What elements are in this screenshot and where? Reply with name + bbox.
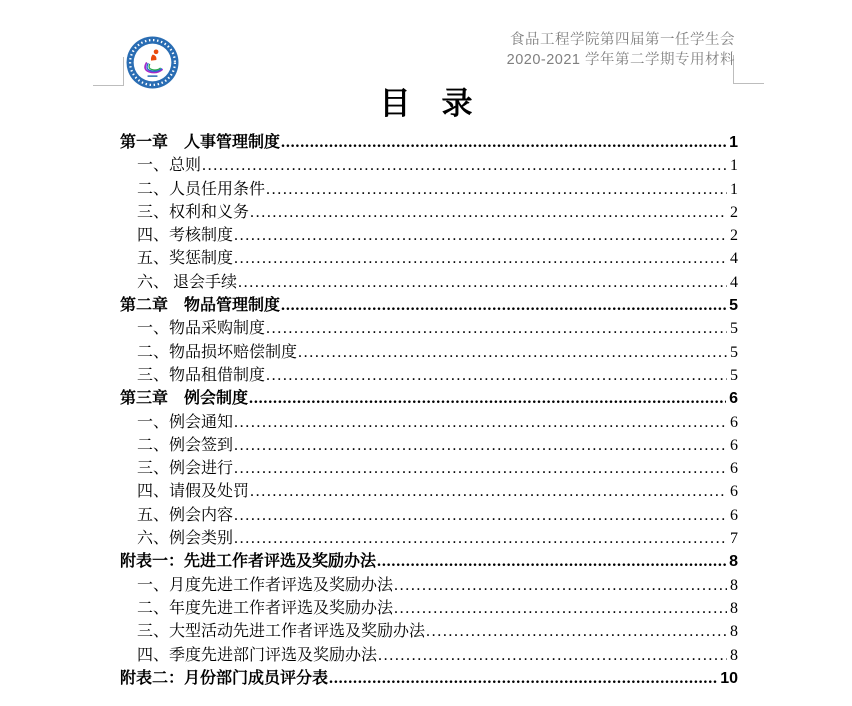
toc-dot-leader (234, 527, 727, 550)
toc-entry-label: 一、总则 (137, 157, 202, 175)
header-corner-mark-right (733, 55, 764, 84)
toc-page-number: 5 (730, 343, 738, 361)
toc-page-number: 8 (730, 623, 738, 641)
toc-dot-leader (266, 178, 727, 201)
toc-dot-leader (234, 504, 727, 527)
toc-page-number: 1 (730, 180, 738, 198)
toc-entry-label: 二、人员任用条件 (137, 180, 266, 198)
toc-page-number: 8 (730, 576, 738, 594)
toc-page-number: 8 (730, 599, 738, 617)
toc-dot-leader (234, 224, 727, 247)
toc-entry-label: 四、季度先进部门评选及奖励办法 (137, 646, 378, 664)
toc-entry-label: 三、物品租借制度 (137, 366, 266, 384)
toc-dot-leader (234, 457, 727, 480)
toc-entry[interactable] (120, 294, 738, 317)
toc-entry-label: 附表二：月份部门成员评分表 (120, 669, 329, 687)
toc-page-number: 6 (730, 413, 738, 431)
toc-entry-label: 三、大型活动先进工作者评选及奖励办法 (137, 623, 426, 641)
toc-dot-leader (266, 317, 727, 340)
toc-page-number: 8 (730, 646, 738, 664)
toc-entry-label: 附表一：先进工作者评选及奖励办法 (120, 553, 377, 571)
toc-dot-leader (426, 620, 727, 643)
toc-page-number: 1 (729, 134, 738, 151)
toc-entry[interactable] (120, 387, 738, 410)
toc-dot-leader (377, 550, 726, 573)
toc-entry[interactable] (120, 667, 738, 690)
toc-entry-label: 二、例会签到 (137, 436, 234, 454)
toc-dot-leader (394, 574, 727, 597)
toc-entry[interactable] (120, 364, 738, 387)
toc-page-number: 1 (730, 157, 738, 175)
toc-entry[interactable] (120, 597, 738, 620)
toc-entry[interactable] (120, 434, 738, 457)
toc-page-number: 6 (730, 436, 738, 454)
toc-entry-label: 五、例会内容 (137, 506, 234, 524)
toc-entry-label: 一、月度先进工作者评选及奖励办法 (137, 576, 394, 594)
toc-entry-label: 二、年度先进工作者评选及奖励办法 (137, 599, 394, 617)
toc-entry[interactable] (120, 154, 738, 177)
toc-entry-label: 六、 退会手续 (137, 273, 238, 291)
toc-entry-label: 第三章 例会制度 (120, 390, 249, 408)
toc-entry[interactable] (120, 457, 738, 480)
toc-dot-leader (281, 294, 726, 317)
toc-dot-leader (266, 364, 727, 387)
toc-entry[interactable] (120, 527, 738, 550)
document-title: 目 录 (379, 86, 473, 121)
toc-entry[interactable] (120, 201, 738, 224)
toc-dot-leader (249, 387, 726, 410)
toc-entry[interactable] (120, 271, 738, 294)
toc-dot-leader (234, 247, 727, 270)
toc-dot-leader (250, 201, 727, 224)
header-corner-mark-left (93, 57, 124, 86)
toc-entry[interactable] (120, 550, 738, 573)
toc-dot-leader (234, 434, 727, 457)
toc-page-number: 4 (730, 273, 738, 291)
table-of-contents (120, 131, 738, 690)
toc-dot-leader (329, 667, 717, 690)
toc-page-number: 2 (730, 203, 738, 221)
toc-entry[interactable] (120, 504, 738, 527)
toc-entry-label: 二、物品损坏赔偿制度 (137, 343, 298, 361)
toc-dot-leader (394, 597, 727, 620)
toc-dot-leader (281, 131, 726, 154)
toc-entry-label: 第一章 人事管理制度 (120, 134, 281, 151)
toc-entry-label: 三、权利和义务 (137, 203, 250, 221)
toc-dot-leader (234, 411, 727, 434)
toc-entry[interactable] (120, 620, 738, 643)
toc-page-number: 8 (729, 553, 738, 571)
toc-entry-label: 一、例会通知 (137, 413, 234, 431)
toc-dot-leader (378, 644, 727, 667)
toc-page-number: 6 (730, 460, 738, 478)
college-logo-icon (126, 36, 179, 89)
toc-page-number: 2 (730, 227, 738, 245)
toc-page-number: 6 (730, 506, 738, 524)
toc-page-number: 5 (730, 366, 738, 384)
toc-entry[interactable] (120, 411, 738, 434)
toc-entry[interactable] (120, 131, 738, 154)
toc-entry[interactable] (120, 644, 738, 667)
toc-dot-leader (250, 480, 727, 503)
toc-page-number: 4 (730, 250, 738, 268)
toc-entry-label: 六、例会类别 (137, 530, 234, 548)
toc-entry[interactable] (120, 178, 738, 201)
header-line-2: 2020-2021 学年第二学期专用材料 (506, 52, 735, 68)
toc-entry-label: 三、例会进行 (137, 460, 234, 478)
page-header (395, 30, 735, 70)
toc-page-number: 6 (729, 390, 738, 408)
toc-dot-leader (238, 271, 727, 294)
toc-entry[interactable] (120, 224, 738, 247)
toc-entry[interactable] (120, 480, 738, 503)
toc-entry-label: 一、物品采购制度 (137, 320, 266, 338)
toc-entry-label: 四、考核制度 (137, 227, 234, 245)
toc-entry[interactable] (120, 574, 738, 597)
toc-page-number: 7 (730, 530, 738, 548)
toc-entry-label: 第二章 物品管理制度 (120, 297, 281, 315)
toc-dot-leader (202, 154, 727, 177)
toc-entry-label: 五、奖惩制度 (137, 250, 234, 268)
toc-page-number: 5 (730, 320, 738, 338)
toc-entry[interactable] (120, 341, 738, 364)
toc-entry-label: 四、请假及处罚 (137, 483, 250, 501)
toc-page-number: 10 (720, 669, 738, 687)
header-line-1: 食品工程学院第四届第一任学生会 (510, 32, 735, 48)
toc-entry[interactable] (120, 317, 738, 340)
toc-dot-leader (298, 341, 727, 364)
toc-page-number: 6 (730, 483, 738, 501)
toc-entry[interactable] (120, 247, 738, 270)
toc-page-number: 5 (729, 297, 738, 315)
